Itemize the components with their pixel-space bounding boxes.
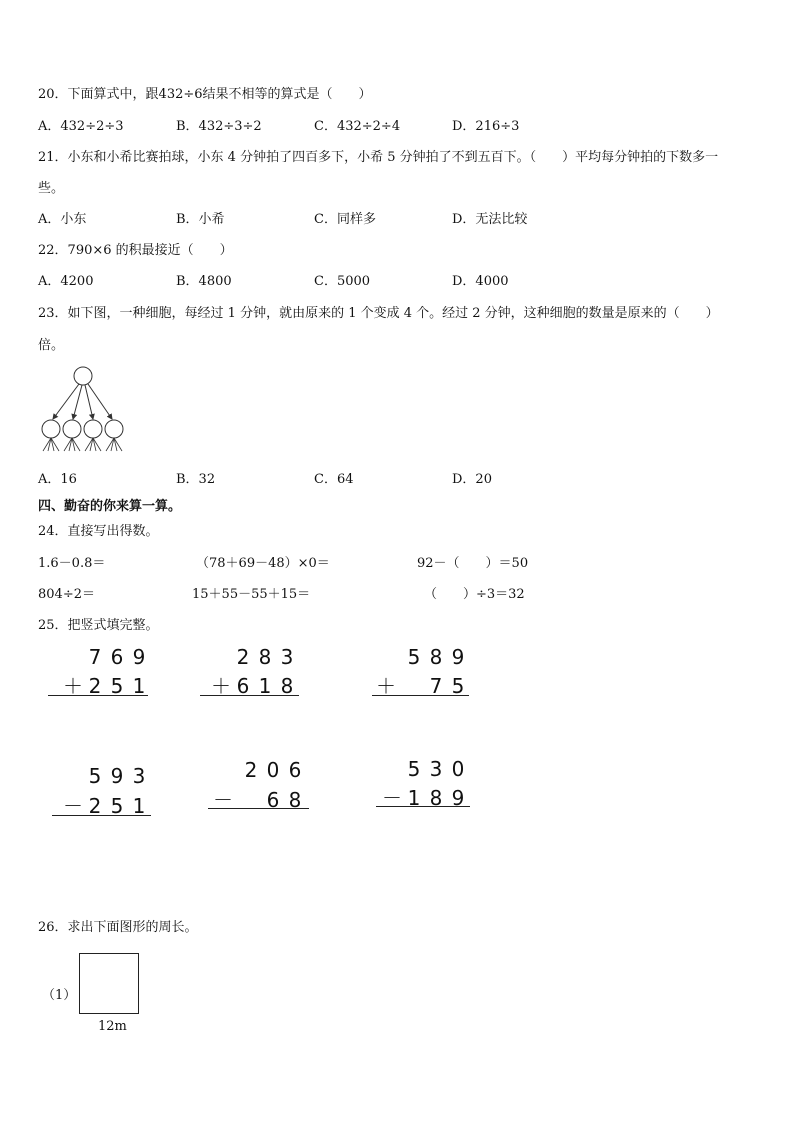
q22-stem: 22．790×6 的积最接近（ ） <box>38 243 233 258</box>
q20-stem: 20．下面算式中，跟432÷6结果不相等的算式是（ ） <box>38 87 372 102</box>
q22-option-d[interactable]: D．4000 <box>452 274 509 289</box>
q24-item-3[interactable]: 92－（ ）＝50 <box>417 556 529 571</box>
q24-item-2: （78＋69－48）×0＝ <box>196 556 330 571</box>
q21-option-a[interactable]: A．小东 <box>38 212 87 227</box>
q24-stem: 24．直接写出得数。 <box>38 524 159 539</box>
q20-option-a[interactable]: A．432÷2÷3 <box>38 119 124 134</box>
vertical-addition-3-bottom[interactable]: ＋ 7 5 <box>376 674 465 698</box>
q24-item-4: 804÷2＝ <box>38 587 95 602</box>
q26-sub1-label: （1） <box>42 988 77 1003</box>
q21-option-d[interactable]: D．无法比较 <box>452 212 528 227</box>
section-4-title: 四、勤奋的你来算一算。 <box>38 499 182 514</box>
next-generation-lines <box>43 438 122 451</box>
square-figure <box>79 953 139 1014</box>
q26-stem: 26．求出下面图形的周长。 <box>38 920 198 935</box>
vertical-addition-2-bottom[interactable]: ＋ 6 1 8 <box>211 674 294 698</box>
child-cells <box>42 420 123 438</box>
vertical-subtraction-3-top: 5 3 0 <box>407 757 465 781</box>
vertical-subtraction-3-line <box>376 806 470 807</box>
q21-option-c[interactable]: C．同样多 <box>314 212 376 227</box>
q21-stem-line2: 些。 <box>38 181 65 196</box>
q23-option-d[interactable]: D．20 <box>452 472 492 487</box>
q22-option-a[interactable]: A．4200 <box>38 274 94 289</box>
vertical-subtraction-2-top: 2 0 6 <box>244 758 302 782</box>
q20-option-b[interactable]: B．432÷3÷2 <box>176 119 262 134</box>
q21-option-b[interactable]: B．小希 <box>176 212 225 227</box>
square-side-label: 12m <box>98 1019 127 1034</box>
vertical-subtraction-1-bottom[interactable]: － 2 5 1 <box>63 794 146 818</box>
vertical-subtraction-3-bottom[interactable]: － 1 8 9 <box>382 786 465 810</box>
vertical-addition-1-bottom[interactable]: ＋ 2 5 1 <box>63 674 146 698</box>
q23-option-a[interactable]: A．16 <box>38 472 77 487</box>
vertical-subtraction-1-line <box>52 815 151 816</box>
vertical-addition-3-line <box>372 695 469 696</box>
vertical-addition-1-top: 7 6 9 <box>88 645 146 669</box>
division-arrows <box>53 384 112 419</box>
vertical-addition-2-top: 2 8 3 <box>236 645 294 669</box>
q22-option-b[interactable]: B．4800 <box>176 274 232 289</box>
q20-option-d[interactable]: D．216÷3 <box>452 119 520 134</box>
q22-option-c[interactable]: C．5000 <box>314 274 371 289</box>
vertical-addition-3-top: 5 8 9 <box>407 645 465 669</box>
q23-stem-line1: 23．如下图，一种细胞，每经过 1 分钟，就由原来的 1 个变成 4 个。经过 2 分钟，这种细胞的数量是原来的（ ） <box>38 306 719 321</box>
q23-stem-line2: 倍。 <box>38 338 65 353</box>
q23-option-c[interactable]: C．64 <box>314 472 354 487</box>
vertical-addition-1-line <box>48 695 148 696</box>
q21-stem-line1: 21．小东和小希比赛拍球，小东 4 分钟拍了四百多下，小希 5 分钟拍了不到五百下。（ ）平均每分钟拍的下数多一 <box>38 150 719 165</box>
cell-division-diagram <box>38 362 134 454</box>
vertical-subtraction-2-line <box>208 808 309 809</box>
q24-item-6[interactable]: （ ）÷3＝32 <box>424 587 525 602</box>
q23-option-b[interactable]: B．32 <box>176 472 216 487</box>
vertical-subtraction-1-top: 5 9 3 <box>88 764 146 788</box>
q20-option-c[interactable]: C．432÷2÷4 <box>314 119 401 134</box>
vertical-addition-2-line <box>200 695 299 696</box>
vertical-subtraction-2-bottom[interactable]: － 6 8 <box>213 788 302 812</box>
q25-stem: 25．把竖式填完整。 <box>38 618 159 633</box>
q24-item-5: 15＋55－55＋15＝ <box>192 587 311 602</box>
q24-item-1: 1.6－0.8＝ <box>38 556 106 571</box>
parent-cell <box>74 367 92 385</box>
